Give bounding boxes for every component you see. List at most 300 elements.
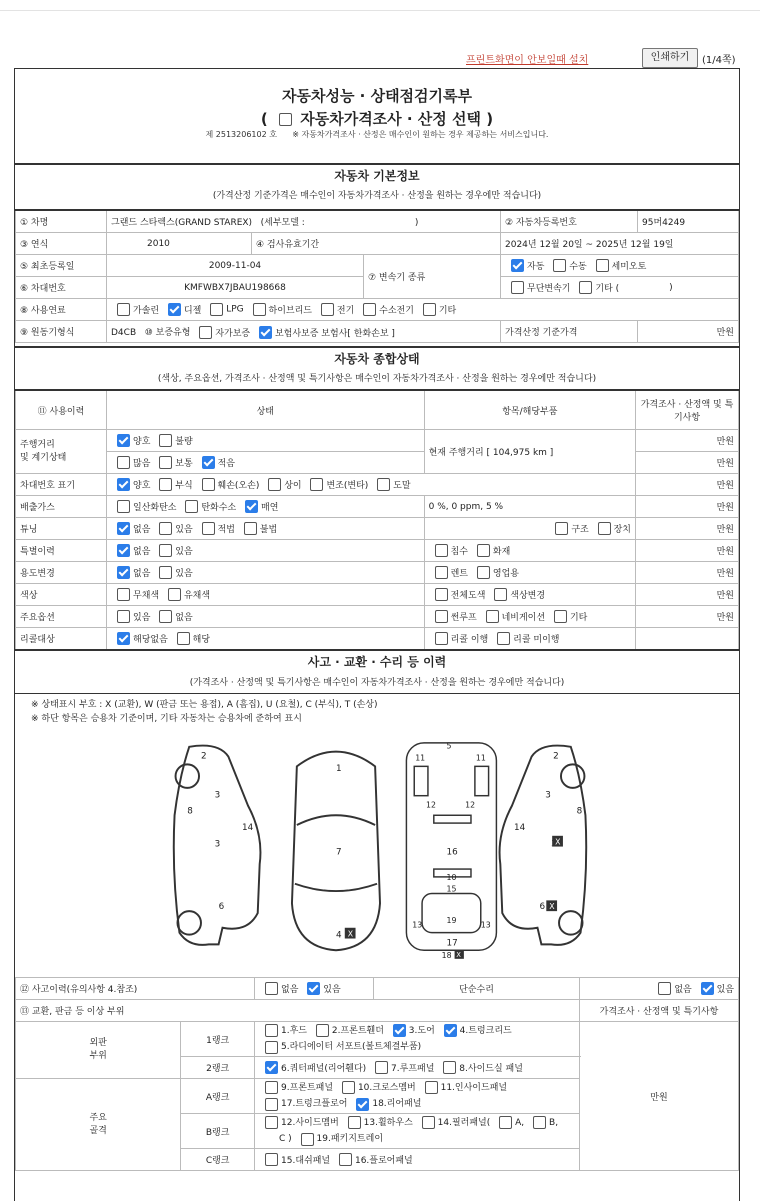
- vin-stolen-checkbox[interactable]: [377, 478, 390, 491]
- option-none-label: 없음: [175, 613, 193, 623]
- usage-options: [107, 562, 425, 584]
- quarter-panel-checkbox[interactable]: [265, 1061, 278, 1074]
- vin-stolen-label: 도말: [393, 481, 411, 491]
- rent-checkbox[interactable]: [435, 566, 448, 579]
- trunk-lid-label: 4.트렁크리드: [459, 1025, 512, 1036]
- flood-checkbox[interactable]: [435, 544, 448, 557]
- floor-panel-checkbox[interactable]: [339, 1153, 352, 1166]
- co-checkbox[interactable]: [117, 500, 130, 513]
- rank2-items: [255, 1057, 580, 1079]
- usage-label: 용도변경: [16, 562, 107, 584]
- mileage-state-1: [107, 430, 425, 452]
- mileage-bad-checkbox[interactable]: [159, 434, 172, 447]
- usage-exists-label: 있음: [175, 569, 193, 579]
- tuning-none-checkbox[interactable]: [117, 522, 130, 535]
- rank2-label: 2랭크: [181, 1057, 255, 1079]
- vin-mark-label: 차대번호 표기: [16, 474, 107, 496]
- car-name-cell: [107, 210, 501, 233]
- gear-semi-label: 세미오토: [611, 262, 647, 272]
- legend-note: ※ 하단 항목은 승용차 기준이며, 기타 자동차는 승용차에 준하여 표시: [31, 714, 302, 724]
- vin-damage-label: 훼손(오손): [217, 481, 260, 491]
- price-survey-checkbox[interactable]: [279, 113, 292, 126]
- radiator-support-checkbox[interactable]: [265, 1041, 278, 1054]
- svg-text:10: 10: [446, 872, 457, 882]
- emission-values: 0 %, 0 ppm, 5 %: [424, 496, 635, 518]
- tuning-illegal-label: 불법: [259, 525, 278, 535]
- pillar-b-label: B,: [549, 1117, 559, 1128]
- mileage-good-checkbox[interactable]: [117, 434, 130, 447]
- side-sill-label: 8.사이드실 패널: [459, 1064, 523, 1074]
- svg-text:13: 13: [412, 920, 423, 930]
- package-tray-checkbox[interactable]: [301, 1133, 314, 1146]
- svg-text:11: 11: [475, 753, 486, 763]
- gear-auto-label: 자동: [527, 262, 545, 272]
- paren-open: (: [260, 110, 268, 128]
- recall-price-empty: [636, 628, 739, 650]
- base-price-won: 만원: [638, 321, 739, 343]
- tuning-exists-label: 있음: [175, 525, 193, 535]
- rankA-label: A랭크: [181, 1079, 255, 1114]
- option-label: 주요옵션: [16, 606, 107, 628]
- recall-done-checkbox[interactable]: [435, 632, 448, 645]
- warranty-ins-checkbox[interactable]: [259, 326, 272, 339]
- color-label: 색상: [16, 584, 107, 606]
- basic-heading: 자동차 기본정보: [15, 163, 739, 187]
- fuel-lpg-label: LPG: [226, 304, 244, 315]
- pillar-panel-checkbox[interactable]: [422, 1116, 435, 1129]
- recall-applicable-checkbox[interactable]: [177, 632, 190, 645]
- special-items: [424, 540, 635, 562]
- front-panel-label: 9.프론트패널: [281, 1082, 334, 1093]
- rear-panel-label: 18.리어패널: [372, 1099, 422, 1109]
- smoke-checkbox[interactable]: [245, 500, 258, 513]
- usage-exists-checkbox[interactable]: [159, 566, 172, 579]
- chromatic-checkbox[interactable]: [168, 588, 181, 601]
- navi-label: 네비게이션: [501, 613, 546, 623]
- color-options: [107, 584, 425, 606]
- year-label: ③ 연식: [16, 233, 107, 255]
- svg-text:6: 6: [539, 902, 546, 913]
- engine: D4CB: [111, 327, 137, 338]
- gear-other-checkbox[interactable]: [579, 281, 592, 294]
- price-won-2: 만원: [636, 452, 739, 474]
- svg-text:3: 3: [545, 790, 551, 801]
- svg-text:13: 13: [480, 920, 491, 930]
- front-fender-label: 2.프론트휀더: [331, 1025, 384, 1036]
- rankB-label: B랭크: [181, 1114, 255, 1149]
- tuning-options: [107, 518, 425, 540]
- special-exists-checkbox[interactable]: [159, 544, 172, 557]
- rank1-items: [255, 1022, 580, 1057]
- price-won-9: 만원: [636, 606, 739, 628]
- fuel-hydrogen-checkbox[interactable]: [363, 303, 376, 316]
- usage-none-label: 없음: [133, 569, 151, 579]
- history-options: [255, 978, 374, 1000]
- recall-not-checkbox[interactable]: [497, 632, 510, 645]
- mileage-label: 주행거리 및 계기상태: [16, 430, 107, 474]
- simple-repair-options: [580, 978, 739, 1000]
- trunk-floor-label: 17.트렁크플로어: [281, 1099, 348, 1109]
- trunk-lid-checkbox[interactable]: [444, 1024, 457, 1037]
- tuning-structure-checkbox[interactable]: [555, 522, 568, 535]
- doc-subtitle: [15, 108, 739, 129]
- repair-none-label: 없음: [674, 985, 692, 995]
- special-label: 특별이력: [16, 540, 107, 562]
- warranty-self-label: 자가보증: [215, 328, 251, 339]
- sunroof-label: 썬루프: [450, 613, 477, 623]
- gear-options-row1: [501, 255, 739, 277]
- vin-corrosion-checkbox[interactable]: [159, 478, 172, 491]
- history-label: ⑫ 사고이력(유의사항 4.참조): [16, 978, 255, 1000]
- svg-text:19: 19: [446, 915, 457, 925]
- svg-text:1: 1: [335, 764, 342, 775]
- warranty-self-checkbox[interactable]: [199, 326, 212, 339]
- tuning-exists-checkbox[interactable]: [159, 522, 172, 535]
- gear-other-close: ): [669, 283, 673, 293]
- usage-items: [424, 562, 635, 584]
- reg-no-label: ② 자동차등록번호: [501, 210, 638, 233]
- radiator-support-label: 5.라디에이터 서포트(볼트체결부품): [281, 1042, 422, 1052]
- fuel-label: ⑧ 사용연료: [16, 299, 107, 321]
- price-won-3: 만원: [636, 474, 739, 496]
- svg-text:14: 14: [514, 822, 526, 833]
- emission-options: [107, 496, 425, 518]
- detail-model: (세부모델 :: [260, 218, 305, 228]
- legend-symbols: ※ 상태표시 부호 : X (교환), W (판금 또는 용접), A (흠집), U (요철), C (부식), T (손상): [31, 700, 378, 710]
- gear-other-label: 기타 (: [595, 284, 620, 294]
- vin-label: ⑥ 차대번호: [16, 277, 107, 299]
- gear-cvt-label: 무단변속기: [527, 284, 571, 294]
- fire-checkbox[interactable]: [477, 544, 490, 557]
- fuel-other-label: 기타: [438, 306, 457, 316]
- special-exists-label: 있음: [175, 547, 193, 557]
- main-frame-label: 주요 골격: [16, 1079, 181, 1171]
- car-name: 그랜드 스타렉스(GRAND STAREX): [111, 218, 253, 228]
- repair-exists-label: 있음: [716, 985, 734, 995]
- gear-manual-label: 수동: [569, 262, 587, 272]
- doc-notice: ※ 자동차가격조사 · 산정은 매수인이 원하는 경우 제공하는 서비스입니다.: [292, 130, 549, 139]
- mileage-good-label: 양호: [133, 437, 151, 447]
- col-item: 항목/해당부품: [424, 390, 635, 430]
- history-exists-checkbox[interactable]: [307, 982, 320, 995]
- cross-member-checkbox[interactable]: [342, 1081, 355, 1094]
- option-options: [107, 606, 425, 628]
- history-none-label: 없음: [281, 985, 299, 995]
- recall-label: 리콜대상: [16, 628, 107, 650]
- mileage-few-checkbox[interactable]: [202, 456, 215, 469]
- wheel-house-checkbox[interactable]: [348, 1116, 361, 1129]
- inspection-record: [14, 68, 740, 1201]
- print-install-link[interactable]: 프린트화면이 안보일때 설치: [466, 55, 589, 66]
- dash-panel-label: 15.대쉬패널: [281, 1156, 331, 1166]
- basic-note: (가격산정 기준가격은 매수인이 자동차가격조사 · 산정을 원하는 경우에만 적습니다): [212, 191, 542, 201]
- car-side-left: [174, 746, 261, 945]
- mileage-text: 현재 주행거리 [ 104,975 km ]: [424, 430, 635, 474]
- gear-label: ⑦ 변속기 종류: [364, 255, 501, 299]
- mileage-bad-label: 불량: [175, 437, 193, 447]
- svg-text:15: 15: [446, 884, 457, 894]
- gear-semi-checkbox[interactable]: [596, 259, 609, 272]
- price-won-5: 만원: [636, 518, 739, 540]
- mileage-many-checkbox[interactable]: [117, 456, 130, 469]
- full-paint-label: 전체도색: [450, 591, 486, 601]
- emission-label: 배출가스: [16, 496, 107, 518]
- side-member-checkbox[interactable]: [265, 1116, 278, 1129]
- tuning-device-checkbox[interactable]: [598, 522, 611, 535]
- exchange-label: ⑬ 교환, 판금 등 이상 부위: [16, 1000, 580, 1022]
- business-checkbox[interactable]: [477, 566, 490, 579]
- col-price: 가격조사 · 산정액 및 특기사항: [636, 390, 739, 430]
- col-history: ⑪ 사용이력: [16, 390, 107, 430]
- rankC-items: [255, 1149, 580, 1171]
- repair-none-checkbox[interactable]: [658, 982, 671, 995]
- fuel-lpg-checkbox[interactable]: [210, 303, 223, 316]
- accident-heading: 사고 · 교환 · 수리 등 이력: [15, 649, 739, 673]
- roof-panel-label: 7.루프패널: [391, 1064, 435, 1074]
- vin-damage-checkbox[interactable]: [202, 478, 215, 491]
- recall-applicable-label: 해당: [192, 635, 211, 645]
- gear-options-row2: [501, 277, 739, 299]
- car-damage-diagram: [145, 737, 615, 962]
- svg-text:X: X: [456, 951, 461, 960]
- recall-items: [424, 628, 635, 650]
- svg-text:8: 8: [576, 806, 583, 817]
- rear-panel-checkbox[interactable]: [356, 1098, 369, 1111]
- print-button[interactable]: 인쇄하기: [642, 48, 698, 68]
- paren-close: ): [486, 110, 494, 128]
- package-tray-label: 19.패키지트레이: [316, 1134, 384, 1144]
- engine-warranty-cell: [107, 321, 501, 343]
- door-checkbox[interactable]: [393, 1024, 406, 1037]
- front-fender-checkbox[interactable]: [316, 1024, 329, 1037]
- dash-panel-checkbox[interactable]: [265, 1153, 278, 1166]
- inspect-period: 2024년 12월 20일 ~ 2025년 12월 19일: [501, 233, 739, 255]
- hood-checkbox[interactable]: [265, 1024, 278, 1037]
- accident-price-won: 만원: [580, 1022, 739, 1171]
- front-panel-checkbox[interactable]: [265, 1081, 278, 1094]
- engine-label: ⑨ 원동기형식: [16, 321, 107, 343]
- price-col: 가격조사 · 산정액 및 특기사항: [580, 1000, 739, 1022]
- year: 2010: [107, 233, 252, 255]
- usage-none-checkbox[interactable]: [117, 566, 130, 579]
- color-change-label: 색상변경: [510, 591, 546, 601]
- svg-text:8: 8: [187, 806, 193, 817]
- first-reg: 2009-11-04: [107, 255, 364, 277]
- doc-number: 제 2513206102 호: [205, 130, 277, 139]
- option-none-checkbox[interactable]: [159, 610, 172, 623]
- vin-modified-label: 변조(변타): [326, 481, 369, 491]
- svg-text:18: 18: [441, 951, 452, 961]
- vin-diff-label: 상이: [284, 481, 302, 491]
- top-bar: [0, 0, 760, 11]
- achromatic-checkbox[interactable]: [117, 588, 130, 601]
- recall-options: [107, 628, 425, 650]
- co-label: 일산화탄소: [133, 503, 177, 513]
- mileage-normal-checkbox[interactable]: [159, 456, 172, 469]
- recall-na-checkbox[interactable]: [117, 632, 130, 645]
- warranty-label: ⑩ 보증유형: [144, 327, 191, 338]
- tuning-label: 튜닝: [16, 518, 107, 540]
- trunk-floor-checkbox[interactable]: [265, 1098, 278, 1111]
- doc-number-note: [15, 129, 739, 140]
- history-none-checkbox[interactable]: [265, 982, 278, 995]
- flood-label: 침수: [450, 547, 468, 557]
- page-count: (1/4쪽): [702, 55, 736, 66]
- tuning-structure-label: 구조: [571, 525, 589, 535]
- tuning-none-label: 없음: [133, 525, 151, 535]
- overall-note: (색상, 주요옵션, 가격조사 · 산정액 및 특기사항은 매수인이 자동차가격조사 · 산정을 원하는 경우에만 적습니다): [157, 374, 597, 384]
- tuning-legal-label: 적법: [217, 525, 235, 535]
- option-other-label: 기타: [569, 613, 588, 623]
- fuel-hydrogen-label: 수소전기: [379, 306, 414, 316]
- hc-checkbox[interactable]: [185, 500, 198, 513]
- svg-text:3: 3: [214, 839, 221, 850]
- subtitle-text: 자동차가격조사 · 산정 선택: [300, 110, 481, 128]
- navi-checkbox[interactable]: [486, 610, 499, 623]
- color-items: [424, 584, 635, 606]
- first-reg-label: ⑤ 최초등록일: [16, 255, 107, 277]
- frame-view: [406, 742, 496, 960]
- fuel-hybrid-checkbox[interactable]: [253, 303, 266, 316]
- option-other-checkbox[interactable]: [554, 610, 567, 623]
- recall-done-label: 리콜 이행: [450, 635, 489, 645]
- pillar-a-checkbox[interactable]: [499, 1116, 512, 1129]
- mileage-few-label: 적음: [217, 459, 235, 469]
- fuel-gasoline-checkbox[interactable]: [117, 303, 130, 316]
- option-exists-checkbox[interactable]: [117, 610, 130, 623]
- mileage-normal-label: 보통: [175, 459, 193, 469]
- rank1-label: 1랭크: [181, 1022, 255, 1057]
- option-items: [424, 606, 635, 628]
- color-change-checkbox[interactable]: [494, 588, 507, 601]
- fuel-gasoline-label: 가솔린: [133, 306, 160, 316]
- repair-exists-checkbox[interactable]: [701, 982, 714, 995]
- svg-text:12: 12: [425, 800, 436, 810]
- vin-mark-options: [107, 474, 636, 496]
- side-member-label: 12.사이드멤버: [281, 1117, 339, 1128]
- achromatic-label: 무채색: [133, 591, 160, 601]
- basic-info-table: [15, 209, 739, 343]
- tuning-legal-checkbox[interactable]: [202, 522, 215, 535]
- pillar-b-checkbox[interactable]: [533, 1116, 546, 1129]
- price-won-8: 만원: [636, 584, 739, 606]
- pillar-a-label: A,: [515, 1117, 525, 1128]
- svg-text:6: 6: [218, 902, 225, 913]
- svg-text:3: 3: [214, 790, 221, 801]
- warranty-ins-label: 보험사보증 보험사[ 한화손보 ]: [274, 328, 395, 339]
- history-exists-label: 있음: [323, 985, 341, 995]
- fuel-electric-label: 전기: [336, 306, 355, 316]
- full-paint-checkbox[interactable]: [435, 588, 448, 601]
- tuning-device-label: 장치: [613, 525, 631, 535]
- accident-table: [15, 977, 739, 1171]
- svg-text:14: 14: [242, 822, 254, 833]
- rankB-items: [255, 1114, 580, 1149]
- svg-text:7: 7: [335, 847, 342, 858]
- col-state: 상태: [107, 390, 425, 430]
- fuel-diesel-checkbox[interactable]: [168, 303, 181, 316]
- svg-text:11: 11: [415, 753, 426, 763]
- smoke-label: 매연: [261, 503, 279, 513]
- option-exists-label: 있음: [133, 613, 151, 623]
- gear-manual-checkbox[interactable]: [553, 259, 566, 272]
- reg-no: 95머4249: [638, 210, 739, 233]
- svg-text:2: 2: [553, 751, 559, 762]
- doc-title: 자동차성능 · 상태점검기록부: [281, 87, 473, 105]
- wheel-house-label: 13.휠하우스: [363, 1117, 413, 1128]
- gear-auto-checkbox[interactable]: [511, 259, 524, 272]
- car-name-label: ① 차명: [16, 210, 107, 233]
- floor-panel-label: 16.플로어패널: [354, 1156, 413, 1166]
- rankC-label: C랭크: [181, 1149, 255, 1171]
- cross-member-label: 10.크로스멤버: [357, 1082, 416, 1093]
- price-won-6: 만원: [636, 540, 739, 562]
- tuning-illegal-checkbox[interactable]: [244, 522, 257, 535]
- pillar-c-label: C ): [279, 1134, 292, 1144]
- quarter-panel-label: 6.쿼터패널(리어휀다): [281, 1064, 367, 1074]
- sunroof-checkbox[interactable]: [435, 610, 448, 623]
- pillar-panel-label: 14.필러패널(: [437, 1117, 491, 1128]
- fuel-hybrid-label: 하이브리드: [268, 306, 313, 316]
- chromatic-label: 유채색: [183, 591, 211, 601]
- recall-not-label: 리콜 미이행: [513, 635, 560, 645]
- svg-text:12: 12: [465, 800, 476, 810]
- outer-label: 외판 부위: [16, 1022, 181, 1079]
- special-options: [107, 540, 425, 562]
- svg-text:5: 5: [446, 741, 452, 751]
- fuel-electric-checkbox[interactable]: [321, 303, 334, 316]
- car-side-right: [500, 746, 587, 945]
- overall-table: [15, 389, 739, 650]
- inside-panel-label: 11.인사이드패널: [440, 1082, 508, 1093]
- inside-panel-checkbox[interactable]: [425, 1081, 438, 1094]
- special-none-checkbox[interactable]: [117, 544, 130, 557]
- svg-text:X: X: [555, 837, 561, 847]
- roof-panel-checkbox[interactable]: [375, 1061, 388, 1074]
- svg-text:4: 4: [335, 930, 342, 941]
- overall-heading: 자동차 종합상태: [15, 346, 739, 370]
- base-price-label: 가격산정 기준가격: [501, 321, 638, 343]
- fuel-other-checkbox[interactable]: [423, 303, 436, 316]
- fuel-diesel-label: 디젤: [183, 306, 202, 316]
- car-top-view: [292, 752, 380, 951]
- fire-label: 화재: [492, 547, 511, 557]
- price-won-7: 만원: [636, 562, 739, 584]
- vin: KMFWBX7JBAU198668: [107, 277, 364, 299]
- gear-cvt-checkbox[interactable]: [511, 281, 524, 294]
- side-sill-checkbox[interactable]: [443, 1061, 456, 1074]
- vin-good-checkbox[interactable]: [117, 478, 130, 491]
- mileage-state-2: [107, 452, 425, 474]
- toolbar: [0, 44, 760, 68]
- mileage-many-label: 많음: [133, 459, 151, 469]
- hc-label: 탄화수소: [201, 503, 237, 513]
- rankA-items: [255, 1079, 580, 1114]
- vin-modified-checkbox[interactable]: [310, 478, 323, 491]
- door-label: 3.도어: [408, 1025, 435, 1036]
- tuning-type: [424, 518, 635, 540]
- svg-text:X: X: [549, 902, 555, 912]
- svg-text:16: 16: [446, 847, 458, 858]
- hood-label: 1.후드: [281, 1025, 307, 1036]
- svg-text:X: X: [347, 929, 354, 939]
- price-won-4: 만원: [636, 496, 739, 518]
- vin-diff-checkbox[interactable]: [268, 478, 281, 491]
- fuel-options: [107, 299, 739, 321]
- detail-model-close: ): [414, 218, 419, 228]
- inspect-label: ④ 검사유효기간: [252, 233, 501, 255]
- accident-note: (가격조사 · 산정액 및 특기사항은 매수인이 자동차가격조사 · 산정을 원하는 경우에만 적습니다): [189, 678, 565, 688]
